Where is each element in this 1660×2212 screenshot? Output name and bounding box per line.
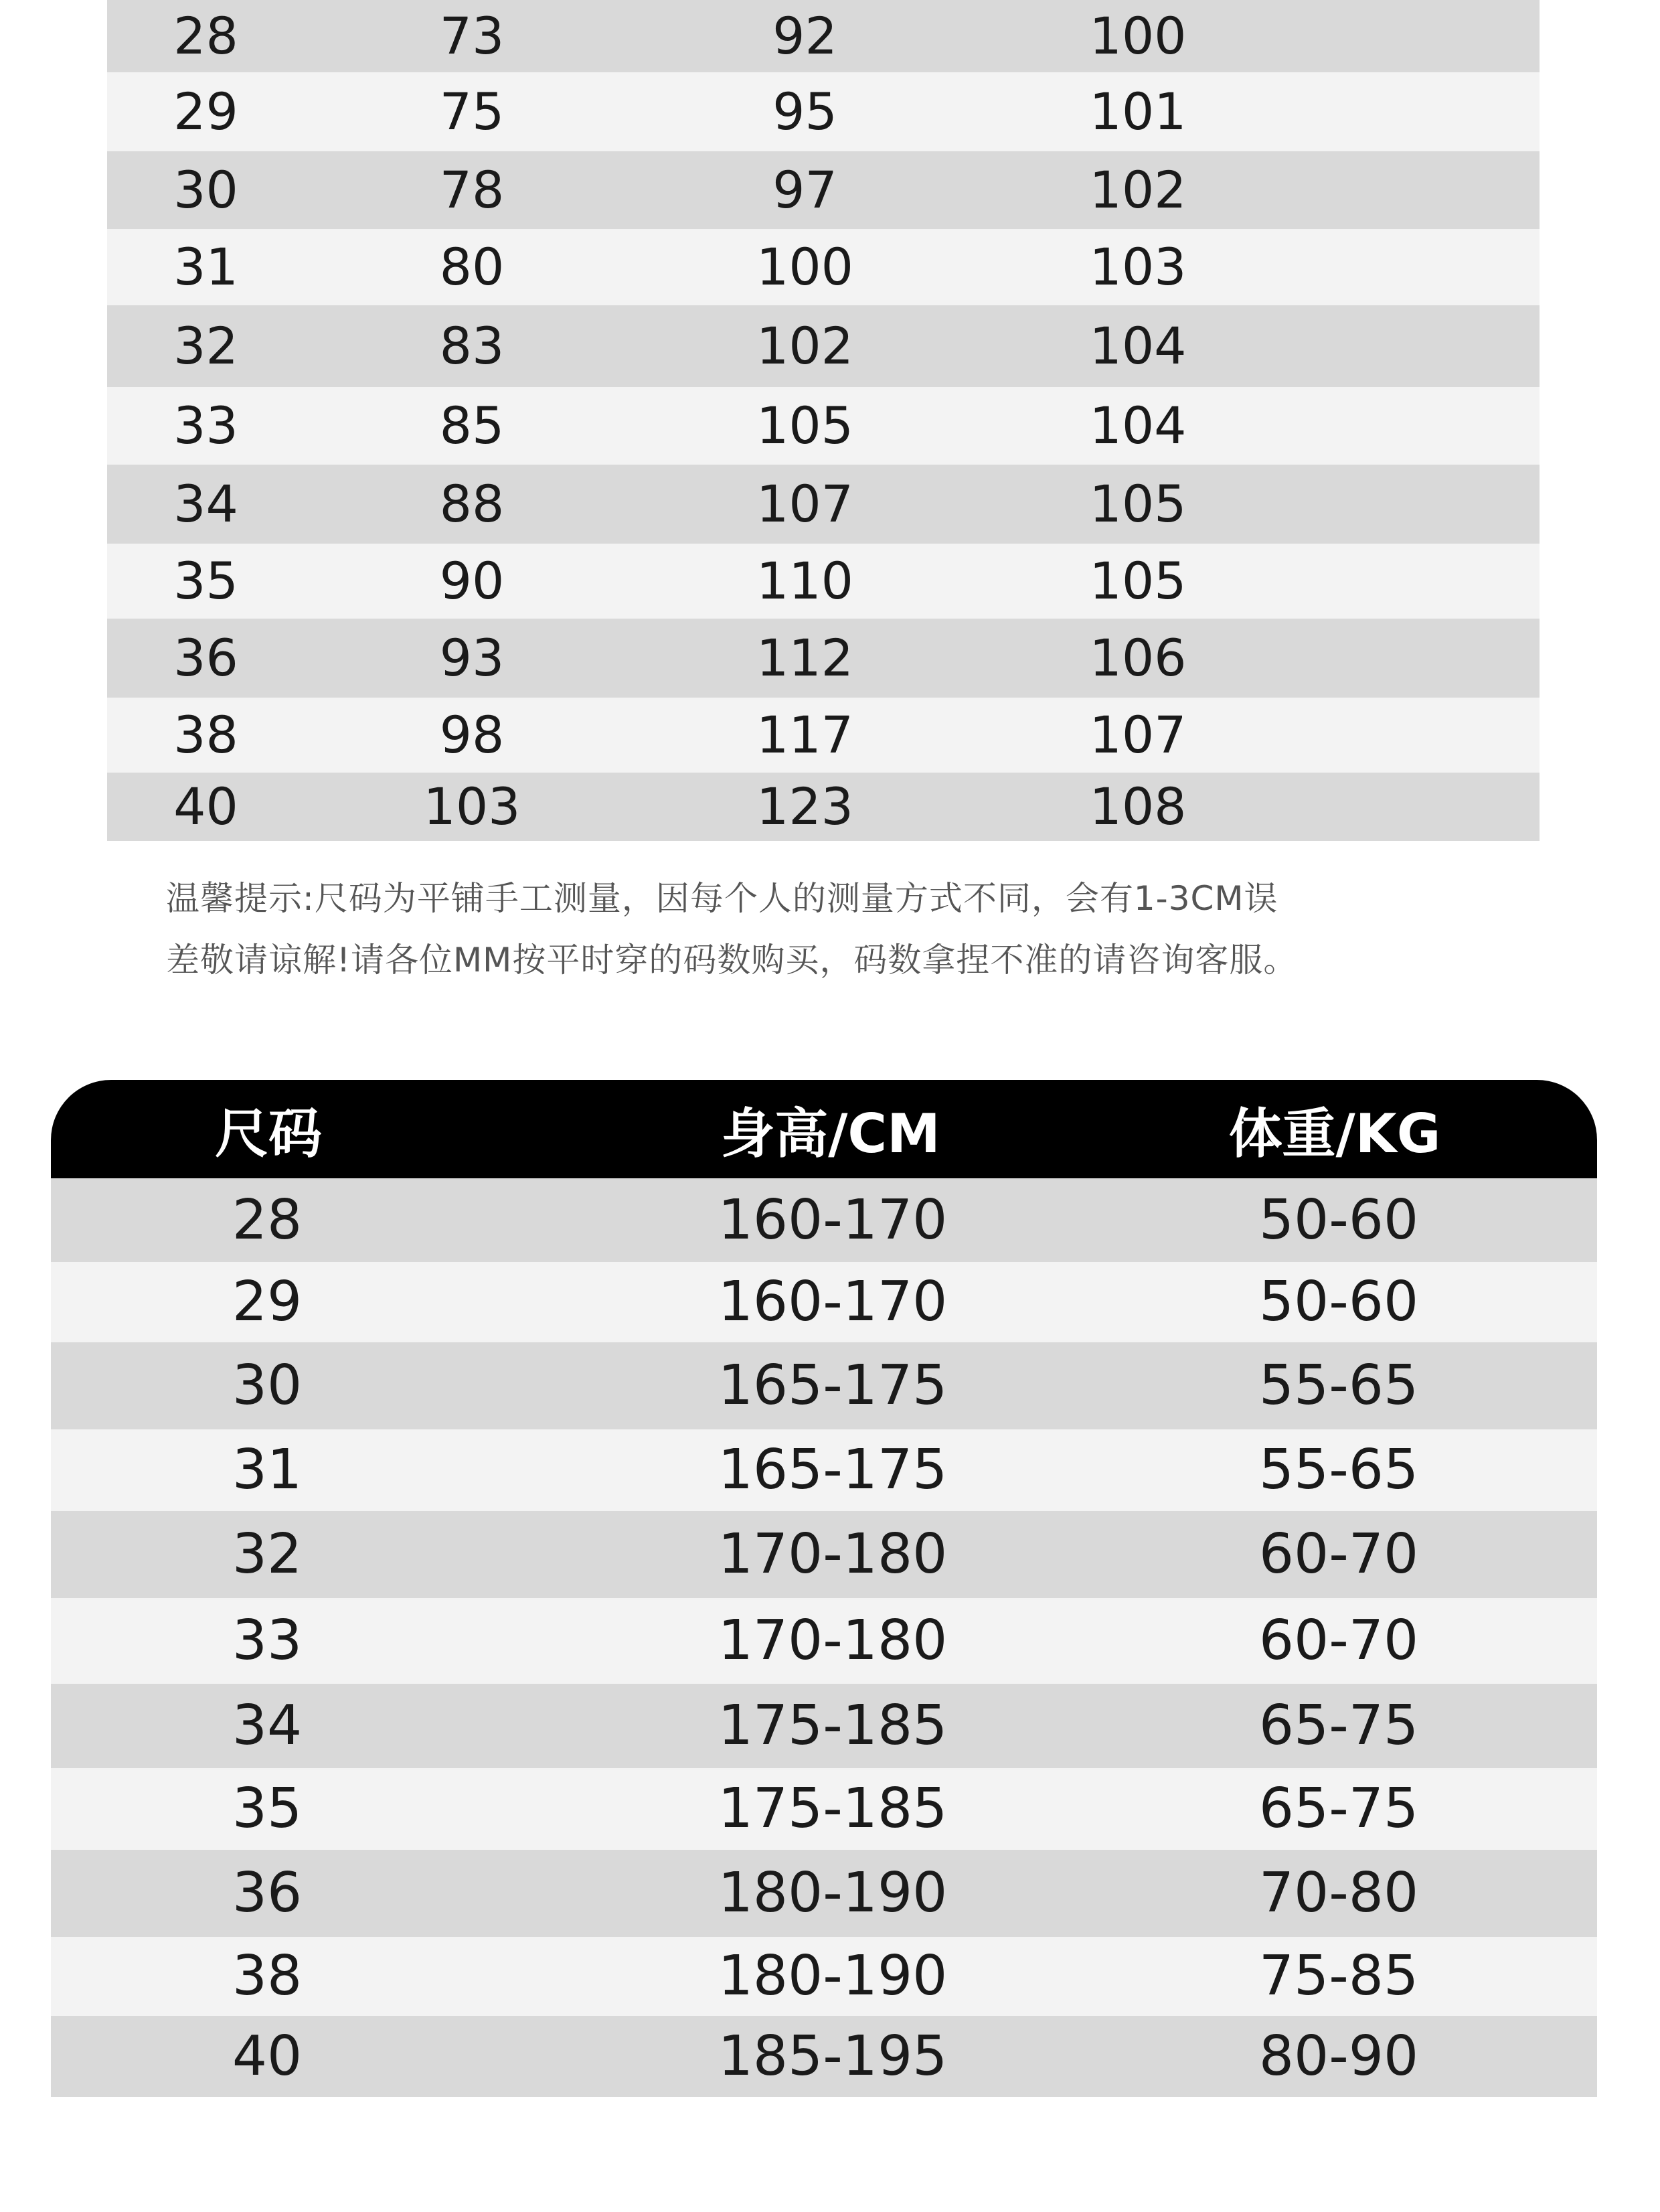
height-cell: 165-175	[718, 1438, 948, 1502]
col3-cell: 100	[756, 237, 854, 297]
size-cell: 33	[173, 396, 238, 455]
table-row	[51, 1178, 1597, 1262]
table-row	[51, 1768, 1597, 1850]
size-cell: 30	[232, 1354, 303, 1417]
weight-cell: 60-70	[1258, 1522, 1419, 1586]
col4-cell: 104	[1089, 316, 1187, 376]
table-row	[51, 1511, 1597, 1598]
table-row	[51, 1850, 1597, 1937]
col2-cell: 73	[439, 6, 505, 66]
weight-cell: 65-75	[1258, 1694, 1419, 1757]
col3-cell: 110	[756, 551, 854, 611]
col2-cell: 90	[439, 551, 505, 611]
table-header	[51, 1080, 1597, 1178]
height-cell: 170-180	[718, 1522, 948, 1586]
size-cell: 32	[173, 316, 238, 376]
height-cell: 175-185	[718, 1777, 948, 1840]
table-row	[107, 305, 1540, 387]
size-cell: 31	[232, 1438, 303, 1502]
col3-cell: 123	[756, 777, 854, 836]
size-cell: 30	[173, 160, 238, 220]
table-row	[51, 1684, 1597, 1768]
table-row	[51, 1598, 1597, 1684]
size-cell: 38	[232, 1944, 303, 2008]
table-row	[107, 229, 1540, 305]
col4-cell: 100	[1089, 6, 1187, 66]
tip-note-line-2: 差敬请谅解!请各位MM按平时穿的码数购买，码数拿捏不准的请咨询客服。	[166, 941, 1298, 979]
col2-cell: 85	[439, 396, 505, 455]
size-cell: 36	[173, 628, 238, 688]
size-cell: 33	[232, 1609, 303, 1672]
table-row	[51, 1262, 1597, 1342]
size-cell: 28	[232, 1188, 303, 1252]
table-row	[107, 544, 1540, 619]
table-row	[107, 72, 1540, 151]
table-row	[51, 2016, 1597, 2097]
col2-cell: 88	[439, 474, 505, 534]
header-weight: 体重/KG	[1228, 1103, 1441, 1165]
col3-cell: 107	[756, 474, 854, 534]
col3-cell: 92	[772, 6, 837, 66]
size-recommendation-table	[51, 1080, 1597, 2097]
size-cell: 31	[173, 237, 238, 297]
size-cell: 28	[173, 6, 238, 66]
col2-cell: 103	[423, 777, 521, 836]
height-cell: 160-170	[718, 1188, 948, 1252]
col4-cell: 102	[1089, 160, 1187, 220]
col3-cell: 102	[756, 316, 854, 376]
size-cell: 32	[232, 1522, 303, 1586]
table-row	[51, 1429, 1597, 1511]
height-cell: 165-175	[718, 1354, 948, 1417]
weight-cell: 80-90	[1258, 2024, 1419, 2088]
size-cell: 40	[173, 777, 238, 836]
weight-cell: 75-85	[1258, 1944, 1419, 2008]
col4-cell: 104	[1089, 396, 1187, 455]
tip-note-line-1: 温馨提示:尺码为平铺手工测量，因每个人的测量方式不同，会有1-3CM误	[166, 879, 1278, 918]
measurement-table	[107, 0, 1540, 841]
col3-cell: 95	[772, 82, 837, 141]
height-cell: 170-180	[718, 1609, 948, 1672]
header-size: 尺码	[215, 1103, 322, 1165]
size-cell: 34	[173, 474, 238, 534]
height-cell: 160-170	[718, 1270, 948, 1334]
size-cell: 29	[173, 82, 238, 141]
weight-cell: 60-70	[1258, 1609, 1419, 1672]
col3-cell: 105	[756, 396, 854, 455]
size-cell: 35	[173, 551, 238, 611]
height-cell: 180-190	[718, 1861, 948, 1925]
table-row	[107, 387, 1540, 465]
table-row	[107, 0, 1540, 72]
table-row	[107, 619, 1540, 698]
table-row	[107, 465, 1540, 544]
table-row	[51, 1937, 1597, 2016]
col3-cell: 117	[756, 705, 854, 765]
weight-cell: 65-75	[1258, 1777, 1419, 1840]
col4-cell: 101	[1089, 82, 1187, 141]
col4-cell: 105	[1089, 474, 1187, 534]
weight-cell: 70-80	[1258, 1861, 1419, 1925]
size-cell: 35	[232, 1777, 303, 1840]
size-cell: 36	[232, 1861, 303, 1925]
table-row	[107, 773, 1540, 841]
col4-cell: 108	[1089, 777, 1187, 836]
col3-cell: 97	[772, 160, 837, 220]
table-row	[107, 151, 1540, 229]
weight-cell: 55-65	[1258, 1438, 1419, 1502]
col4-cell: 105	[1089, 551, 1187, 611]
height-cell: 180-190	[718, 1944, 948, 2008]
col2-cell: 98	[439, 705, 505, 765]
weight-cell: 50-60	[1258, 1188, 1419, 1252]
size-cell: 40	[232, 2024, 303, 2088]
col2-cell: 93	[439, 628, 505, 688]
col2-cell: 80	[439, 237, 505, 297]
weight-cell: 50-60	[1258, 1270, 1419, 1334]
col2-cell: 75	[439, 82, 505, 141]
header-height: 身高/CM	[721, 1103, 940, 1165]
height-cell: 175-185	[718, 1694, 948, 1757]
size-cell: 29	[232, 1270, 303, 1334]
weight-cell: 55-65	[1258, 1354, 1419, 1417]
col2-cell: 78	[439, 160, 505, 220]
table-row	[51, 1342, 1597, 1429]
col4-cell: 106	[1089, 628, 1187, 688]
col2-cell: 83	[439, 316, 505, 376]
table-row	[107, 698, 1540, 773]
height-cell: 185-195	[718, 2024, 948, 2088]
col4-cell: 103	[1089, 237, 1187, 297]
col3-cell: 112	[756, 628, 854, 688]
size-cell: 38	[173, 705, 238, 765]
tip-note	[166, 868, 1505, 991]
col4-cell: 107	[1089, 705, 1187, 765]
size-cell: 34	[232, 1694, 303, 1757]
